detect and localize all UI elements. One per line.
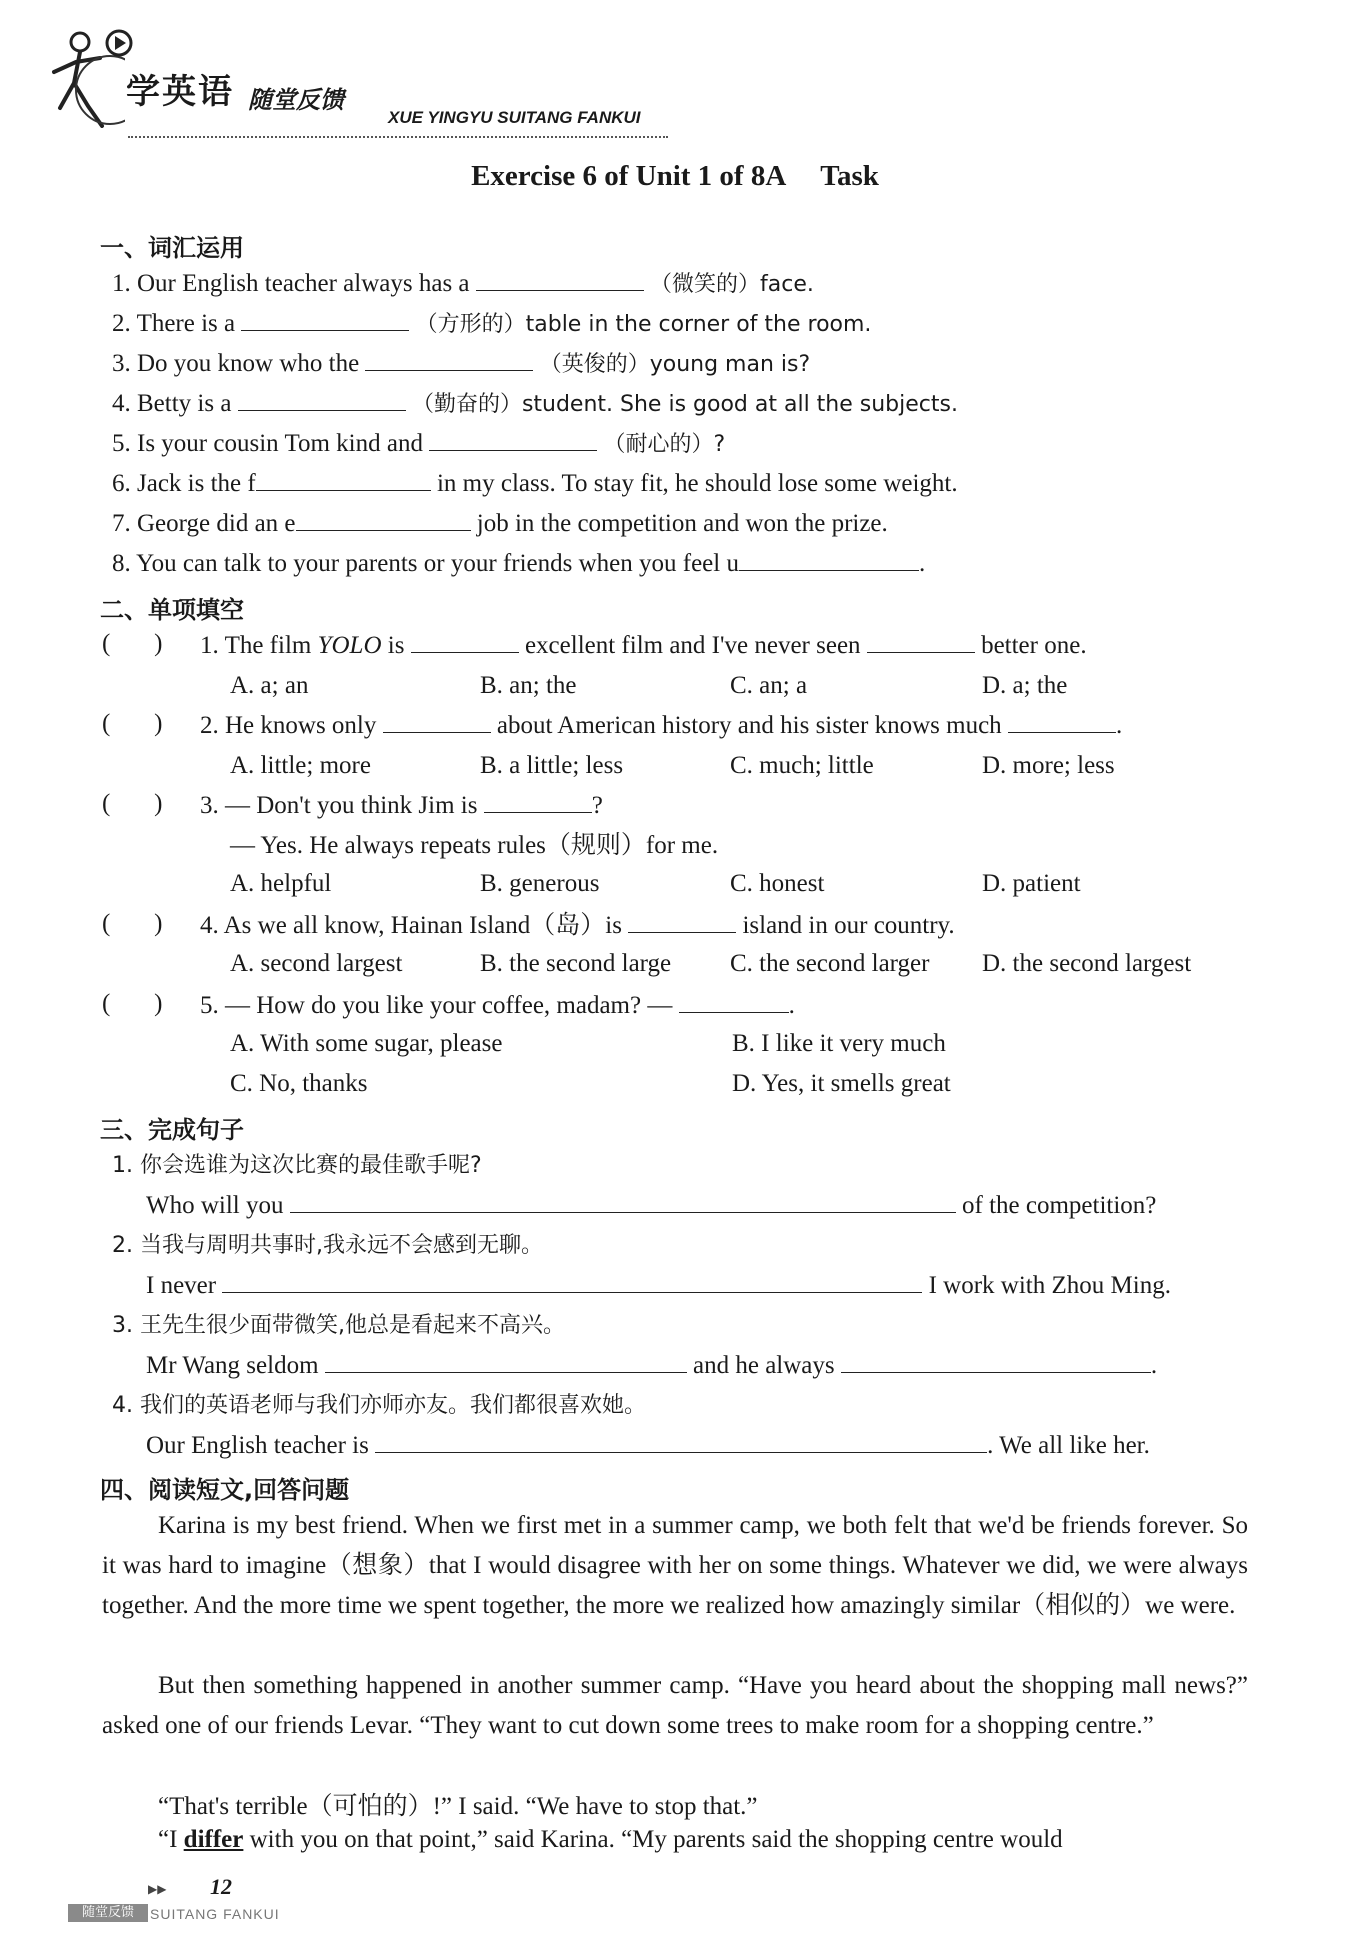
question-1: 1. The film YOLO is excellent film and I've never seen better one. [200,632,1087,659]
option-a[interactable]: A. a; an [230,672,309,699]
answer-paren[interactable]: ( ) [102,790,163,817]
option-c[interactable]: C. honest [730,870,825,897]
header [30,20,670,130]
option-b[interactable]: B. a little; less [480,752,624,779]
option-a[interactable]: A. helpful [230,870,332,897]
answer-blank[interactable] [365,348,533,371]
option-b[interactable]: B. the second large [480,950,672,977]
brand-pinyin: XUE YINGYU SUITANG FANKUI [388,108,641,127]
answer-blank[interactable] [484,790,592,813]
option-b[interactable]: B. I like it very much [732,1030,946,1057]
question-3: 3. — Don't you think Jim is ? [200,792,603,819]
list-item: 2. There is a （方形的）table in the corner of the room. [112,310,872,337]
list-item: 6. Jack is the f in my class. To stay fit, he should lose some weight. [112,470,958,497]
option-d[interactable]: D. Yes, it smells great [732,1070,951,1097]
answer-blank[interactable] [841,1350,1151,1373]
option-a[interactable]: A. second largest [230,950,403,977]
header-divider [128,136,668,138]
footer-badge: 随堂反馈 [68,1904,148,1922]
sentence-answer: Mr Wang seldom and he always . [146,1352,1158,1379]
answer-paren[interactable]: ( ) [102,710,163,737]
answer-blank[interactable] [241,308,409,331]
answer-blank[interactable] [476,268,644,291]
answer-paren[interactable]: ( ) [102,630,163,657]
option-c[interactable]: C. much; little [730,752,874,779]
play-icon [104,28,134,58]
question-2: 2. He knows only about American history and his sister knows much . [200,712,1123,739]
passage-paragraph: “I differ with you on that point,” said Karina. “My parents said the shopping centre would [158,1826,1063,1853]
answer-paren[interactable]: ( ) [102,910,163,937]
option-c[interactable]: C. the second larger [730,950,930,977]
section-heading-sentences: 三、完成句子 [100,1116,244,1144]
answer-blank[interactable] [739,548,919,571]
answer-blank[interactable] [429,428,597,451]
option-a[interactable]: A. little; more [230,752,371,779]
list-item: 3. Do you know who the （英俊的）young man is? [112,350,811,377]
page-title: Exercise 6 of Unit 1 of 8A Task [471,160,879,192]
passage-paragraph: “That's terrible（可怕的）!” I said. “We have to stop that.” [158,1793,758,1820]
list-item: 4. Betty is a （勤奋的）student. She is good at all the subjects. [112,390,958,417]
sentence-answer: Who will you of the competition? [146,1192,1157,1219]
question-3-response: — Yes. He always repeats rules（规则）for me. [230,832,719,859]
option-c[interactable]: C. an; a [730,672,808,699]
option-d[interactable]: D. patient [982,870,1081,897]
list-item: 1. Our English teacher always has a （微笑的）face. [112,270,814,297]
brand-subtitle: 随堂反馈 [248,86,344,114]
footer-subtitle: SUITANG FANKUI [150,1906,280,1922]
question-4: 4. As we all know, Hainan Island（岛）is island in our country. [200,912,955,939]
option-b[interactable]: B. generous [480,870,600,897]
answer-blank[interactable] [256,468,431,491]
page-number: 12 [210,1874,232,1899]
answer-blank[interactable] [628,910,736,933]
answer-blank[interactable] [290,1190,956,1213]
list-item: 7. George did an e job in the competition and won the prize. [112,510,888,537]
answer-blank[interactable] [222,1270,922,1293]
sentence-prompt: 3. 王先生很少面带微笑,他总是看起来不高兴。 [112,1313,565,1338]
list-item: 8. You can talk to your parents or your friends when you feel u . [112,550,926,577]
option-d[interactable]: D. more; less [982,752,1115,779]
option-d[interactable]: D. a; the [982,672,1068,699]
answer-blank[interactable] [325,1350,687,1373]
answer-blank[interactable] [238,388,406,411]
sentence-prompt: 1. 你会选谁为这次比赛的最佳歌手呢? [112,1153,482,1178]
option-c[interactable]: C. No, thanks [230,1070,368,1097]
arrow-icon: ▶▶ [148,1882,167,1896]
answer-blank[interactable] [679,990,789,1013]
answer-blank[interactable] [1008,710,1116,733]
answer-blank[interactable] [296,508,471,531]
highlighted-word: differ [183,1826,244,1853]
answer-blank[interactable] [411,630,519,653]
answer-paren[interactable]: ( ) [102,990,163,1017]
option-d[interactable]: D. the second largest [982,950,1192,977]
brand-title: 学英语 [126,72,234,112]
option-a[interactable]: A. With some sugar, please [230,1030,503,1057]
section-heading-reading: 四、阅读短文,回答问题 [100,1476,350,1504]
section-heading-multiple-choice: 二、单项填空 [100,596,244,624]
question-5: 5. — How do you like your coffee, madam? — . [200,992,795,1019]
section-heading-vocabulary: 一、词汇运用 [100,234,244,262]
sentence-prompt: 4. 我们的英语老师与我们亦师亦友。我们都很喜欢她。 [112,1393,646,1418]
passage-paragraph: But then something happened in another summer camp. “Have you heard about the shopping mall news?” asked one of our friends Levar. “They want to cut down some trees to make room for a shopping centre.” [102,1672,1248,1739]
option-b[interactable]: B. an; the [480,672,577,699]
list-item: 5. Is your cousin Tom kind and （耐心的）? [112,430,726,457]
answer-blank[interactable] [383,710,491,733]
answer-blank[interactable] [867,630,975,653]
passage-paragraph: Karina is my best friend. When we first met in a summer camp, we both felt that we'd be friends forever. So it was hard to imagine（想象）that I would disagree with her on some things. Whatever we did, we were always together. And the more time we spent together, the more we realized how amazingly similar（相似的）we were. [102,1512,1248,1619]
sentence-answer: Our English teacher is . We all like her. [146,1432,1150,1459]
answer-blank[interactable] [375,1430,987,1453]
sentence-answer: I never I work with Zhou Ming. [146,1272,1171,1299]
sentence-prompt: 2. 当我与周明共事时,我永远不会感到无聊。 [112,1233,543,1258]
